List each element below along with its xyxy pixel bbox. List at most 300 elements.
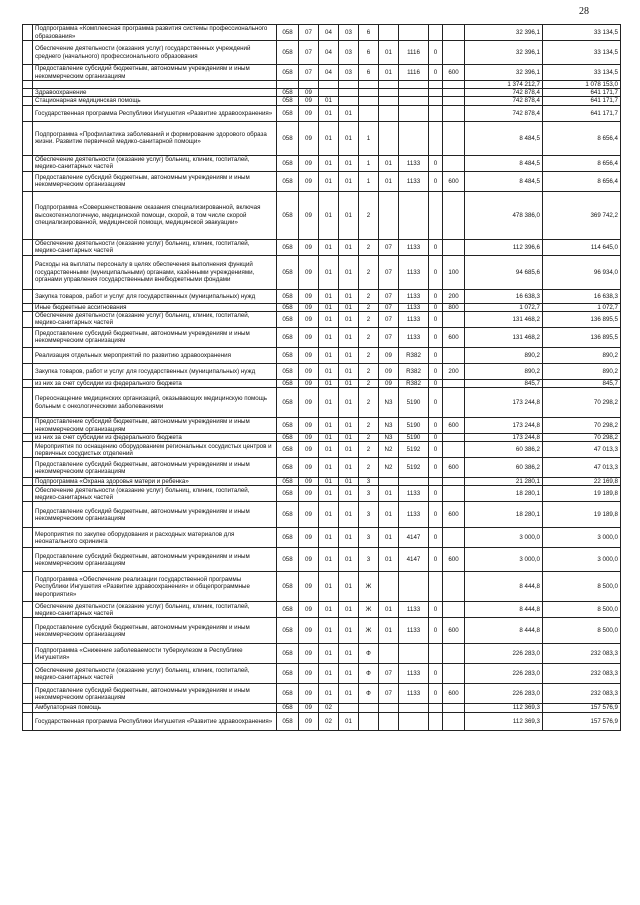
ministry-code: 058 (277, 363, 299, 379)
margin-cell (23, 644, 33, 664)
direction-code: 1133 (399, 289, 429, 303)
subprogram-code: 2 (359, 379, 379, 387)
subprogram-code: 1 (359, 121, 379, 155)
margin-cell (23, 65, 33, 81)
event-code: 01 (379, 602, 399, 618)
margin-cell (23, 486, 33, 502)
section-code: 09 (299, 572, 319, 602)
direction-code: 5192 (399, 458, 429, 478)
subsection-code: 01 (319, 255, 339, 289)
item-name: Предоставление субсидий бюджетным, автономным учреждениям и иным некоммерческим организациям (33, 171, 277, 191)
margin-cell (23, 81, 33, 89)
subsection-code: 01 (319, 191, 339, 239)
section-code: 09 (299, 388, 319, 418)
section-code: 09 (299, 502, 319, 528)
target-suffix-code: 0 (429, 363, 443, 379)
event-code: 01 (379, 528, 399, 548)
ministry-code: 058 (277, 89, 299, 97)
margin-cell (23, 155, 33, 171)
target-suffix-code (429, 644, 443, 664)
amount-year-1: 226 283,0 (465, 664, 543, 684)
event-code: 09 (379, 347, 399, 363)
amount-year-1: 131 468,2 (465, 311, 543, 327)
subsection-code: 01 (319, 664, 339, 684)
section-code: 09 (299, 418, 319, 434)
item-name: Предоставление субсидий бюджетным, автономным учреждениям и иным некоммерческим организациям (33, 684, 277, 704)
amount-year-2: 8 656,4 (543, 121, 621, 155)
program-code: 01 (339, 602, 359, 618)
margin-cell (23, 89, 33, 97)
subsection-code (319, 81, 339, 89)
margin-cell (23, 303, 33, 311)
table-row (23, 684, 621, 704)
event-code (379, 704, 399, 712)
section-code (299, 81, 319, 89)
amount-year-2: 16 638,3 (543, 289, 621, 303)
direction-code: 1133 (399, 664, 429, 684)
item-name: Мероприятия по закупке оборудования и расходных материалов для неонатального скрининга (33, 528, 277, 548)
subprogram-code: Ф (359, 684, 379, 704)
target-suffix-code (429, 25, 443, 41)
direction-code: R382 (399, 379, 429, 387)
amount-year-2: 157 576,9 (543, 704, 621, 712)
margin-cell (23, 105, 33, 121)
section-code: 07 (299, 65, 319, 81)
item-name: Подпрограмма «Обеспечение реализации государственной программы Республики Ингушетия «Развитие здравоохранения» и общепрограммные мероприятия» (33, 572, 277, 602)
amount-year-2: 114 645,0 (543, 239, 621, 255)
subprogram-code: 2 (359, 363, 379, 379)
amount-year-1: 32 396,1 (465, 41, 543, 65)
direction-code: 1133 (399, 239, 429, 255)
expense-type-code: 600 (443, 684, 465, 704)
section-code: 09 (299, 548, 319, 572)
subsection-code: 01 (319, 303, 339, 311)
margin-cell (23, 121, 33, 155)
amount-year-2: 47 013,3 (543, 458, 621, 478)
table-row (23, 388, 621, 418)
direction-code: R382 (399, 347, 429, 363)
program-code: 01 (339, 442, 359, 458)
program-code: 01 (339, 644, 359, 664)
table-row (23, 155, 621, 171)
subprogram-code (359, 105, 379, 121)
amount-year-1: 742 878,4 (465, 89, 543, 97)
table-row (23, 486, 621, 502)
subprogram-code: 2 (359, 434, 379, 442)
margin-cell (23, 548, 33, 572)
amount-year-2: 33 134,5 (543, 25, 621, 41)
expense-type-code (443, 572, 465, 602)
ministry-code: 058 (277, 171, 299, 191)
ministry-code: 058 (277, 684, 299, 704)
program-code: 01 (339, 388, 359, 418)
program-code: 01 (339, 478, 359, 486)
direction-code: 4147 (399, 548, 429, 572)
ministry-code: 058 (277, 712, 299, 730)
target-suffix-code: 0 (429, 602, 443, 618)
expense-type-code: 600 (443, 618, 465, 644)
amount-year-1: 173 244,8 (465, 434, 543, 442)
item-name: Предоставление субсидий бюджетным, автономным учреждениям и иным некоммерческим организациям (33, 327, 277, 347)
program-code: 01 (339, 105, 359, 121)
margin-cell (23, 602, 33, 618)
ministry-code: 058 (277, 644, 299, 664)
amount-year-1: 60 386,2 (465, 458, 543, 478)
section-code: 09 (299, 105, 319, 121)
ministry-code: 058 (277, 255, 299, 289)
amount-year-1: 8 484,5 (465, 171, 543, 191)
ministry-code: 058 (277, 434, 299, 442)
margin-cell (23, 684, 33, 704)
subprogram-code: 3 (359, 502, 379, 528)
expense-type-code (443, 311, 465, 327)
ministry-code: 058 (277, 303, 299, 311)
program-code: 01 (339, 618, 359, 644)
subsection-code: 02 (319, 712, 339, 730)
target-suffix-code (429, 81, 443, 89)
subsection-code: 04 (319, 25, 339, 41)
margin-cell (23, 618, 33, 644)
amount-year-1: 32 396,1 (465, 65, 543, 81)
direction-code: 1116 (399, 65, 429, 81)
amount-year-1: 890,2 (465, 363, 543, 379)
table-row (23, 458, 621, 478)
margin-cell (23, 664, 33, 684)
subprogram-code: 3 (359, 548, 379, 572)
target-suffix-code: 0 (429, 528, 443, 548)
ministry-code: 058 (277, 486, 299, 502)
direction-code: 1133 (399, 502, 429, 528)
amount-year-2: 1 072,7 (543, 303, 621, 311)
subprogram-code: 6 (359, 41, 379, 65)
subsection-code: 01 (319, 528, 339, 548)
amount-year-2: 8 656,4 (543, 155, 621, 171)
event-code: 01 (379, 41, 399, 65)
item-name: Иные бюджетные ассигнования (33, 303, 277, 311)
section-code: 09 (299, 664, 319, 684)
target-suffix-code (429, 191, 443, 239)
amount-year-1: 8 484,5 (465, 155, 543, 171)
target-suffix-code: 0 (429, 418, 443, 434)
expense-type-code (443, 602, 465, 618)
expense-type-code (443, 155, 465, 171)
direction-code: 1133 (399, 602, 429, 618)
event-code (379, 97, 399, 105)
section-code: 09 (299, 363, 319, 379)
subsection-code: 01 (319, 458, 339, 478)
item-name: Подпрограмма «Совершенствование оказания специализированной, включая высокотехнологичную, медицинской помощи, скорой, в том числе скорой специализированной, медицинской помощи, медицинской эвакуации» (33, 191, 277, 239)
item-name: Расходы на выплаты персоналу в целях обеспечения выполнения функций государственными (муниципальными) органами, казёнными учреждениями, органами управления государственными внебюджетными фондами (33, 255, 277, 289)
direction-code: 1133 (399, 486, 429, 502)
amount-year-1: 18 280,1 (465, 486, 543, 502)
target-suffix-code: 0 (429, 311, 443, 327)
subprogram-code (359, 704, 379, 712)
ministry-code: 058 (277, 548, 299, 572)
item-name (33, 81, 277, 89)
subsection-code: 01 (319, 171, 339, 191)
section-code: 09 (299, 486, 319, 502)
expense-type-code: 800 (443, 303, 465, 311)
section-code: 09 (299, 155, 319, 171)
subsection-code: 02 (319, 704, 339, 712)
subsection-code: 01 (319, 602, 339, 618)
expense-type-code (443, 379, 465, 387)
program-code: 01 (339, 255, 359, 289)
target-suffix-code: 0 (429, 171, 443, 191)
section-code: 09 (299, 255, 319, 289)
ministry-code: 058 (277, 97, 299, 105)
table-row (23, 65, 621, 81)
item-name: Подпрограмма «Комплексная программа развития системы профессионального образования» (33, 25, 277, 41)
target-suffix-code (429, 89, 443, 97)
margin-cell (23, 442, 33, 458)
ministry-code: 058 (277, 418, 299, 434)
program-code: 01 (339, 434, 359, 442)
subsection-code (319, 89, 339, 97)
amount-year-1: 8 444,8 (465, 602, 543, 618)
event-code: 07 (379, 311, 399, 327)
item-name: Амбулаторная помощь (33, 704, 277, 712)
target-suffix-code: 0 (429, 618, 443, 644)
subprogram-code: 2 (359, 458, 379, 478)
expense-type-code (443, 704, 465, 712)
section-code: 09 (299, 121, 319, 155)
target-suffix-code (429, 121, 443, 155)
section-code: 09 (299, 239, 319, 255)
amount-year-2: 47 013,3 (543, 442, 621, 458)
table-row (23, 311, 621, 327)
item-name: Предоставление субсидий бюджетным, автономным учреждениям и иным некоммерческим организациям (33, 618, 277, 644)
amount-year-1: 478 386,0 (465, 191, 543, 239)
direction-code: 1133 (399, 311, 429, 327)
subprogram-code: 2 (359, 255, 379, 289)
amount-year-2: 890,2 (543, 363, 621, 379)
subsection-code: 01 (319, 239, 339, 255)
margin-cell (23, 347, 33, 363)
amount-year-1: 32 396,1 (465, 25, 543, 41)
item-name: Подпрограмма «Охрана здоровья матери и ребенка» (33, 478, 277, 486)
section-code: 09 (299, 478, 319, 486)
section-code: 07 (299, 25, 319, 41)
section-code: 09 (299, 191, 319, 239)
expense-type-code (443, 41, 465, 65)
table-row (23, 442, 621, 458)
target-suffix-code: 0 (429, 502, 443, 528)
table-row (23, 171, 621, 191)
event-code: 01 (379, 618, 399, 644)
event-code: 07 (379, 664, 399, 684)
ministry-code: 058 (277, 41, 299, 65)
target-suffix-code: 0 (429, 255, 443, 289)
program-code: 01 (339, 303, 359, 311)
item-name: Обеспечение деятельности (оказание услуг) больниц, клиник, госпиталей, медико-санитарных частей (33, 239, 277, 255)
ministry-code: 058 (277, 289, 299, 303)
direction-code (399, 478, 429, 486)
table-row (23, 105, 621, 121)
target-suffix-code: 0 (429, 548, 443, 572)
subsection-code: 01 (319, 105, 339, 121)
target-suffix-code: 0 (429, 442, 443, 458)
table-row (23, 618, 621, 644)
expense-type-code: 600 (443, 418, 465, 434)
event-code: 07 (379, 255, 399, 289)
margin-cell (23, 239, 33, 255)
amount-year-1: 742 878,4 (465, 105, 543, 121)
margin-cell (23, 311, 33, 327)
program-code: 01 (339, 191, 359, 239)
target-suffix-code: 0 (429, 486, 443, 502)
target-suffix-code: 0 (429, 239, 443, 255)
margin-cell (23, 712, 33, 730)
subprogram-code (359, 81, 379, 89)
event-code: 01 (379, 486, 399, 502)
item-name: Государственная программа Республики Ингушетия «Развитие здравоохранения» (33, 105, 277, 121)
subsection-code: 01 (319, 548, 339, 572)
event-code: N3 (379, 388, 399, 418)
table-row (23, 81, 621, 89)
expense-type-code (443, 434, 465, 442)
subsection-code: 01 (319, 155, 339, 171)
program-code: 01 (339, 418, 359, 434)
event-code (379, 572, 399, 602)
table-row (23, 121, 621, 155)
item-name: Подпрограмма «Профилактика заболеваний и формирование здорового образа жизни. Развитие первичной медико-санитарной помощи» (33, 121, 277, 155)
amount-year-2: 1 078 153,0 (543, 81, 621, 89)
subsection-code: 04 (319, 65, 339, 81)
item-name: Переоснащение медицинских организаций, оказывающих медицинскую помощь больным с онкологическими заболеваниями (33, 388, 277, 418)
subprogram-code: 1 (359, 155, 379, 171)
margin-cell (23, 171, 33, 191)
direction-code (399, 712, 429, 730)
item-name: Обеспечение деятельности (оказание услуг) больниц, клиник, госпиталей, медико-санитарных частей (33, 311, 277, 327)
amount-year-1: 21 280,1 (465, 478, 543, 486)
item-name: Предоставление субсидий бюджетным, автономным учреждениям и иным некоммерческим организациям (33, 548, 277, 572)
direction-code: R382 (399, 363, 429, 379)
item-name: Обеспечение деятельности (оказания услуг) государственных учреждений среднего (начального) профессионального образования (33, 41, 277, 65)
table-row (23, 664, 621, 684)
event-code (379, 25, 399, 41)
table-row (23, 644, 621, 664)
target-suffix-code (429, 712, 443, 730)
subprogram-code: Ж (359, 618, 379, 644)
ministry-code: 058 (277, 528, 299, 548)
ministry-code: 058 (277, 25, 299, 41)
amount-year-2: 232 083,3 (543, 684, 621, 704)
event-code: 07 (379, 684, 399, 704)
table-row (23, 434, 621, 442)
subsection-code: 01 (319, 311, 339, 327)
program-code (339, 81, 359, 89)
amount-year-2: 70 298,2 (543, 388, 621, 418)
subsection-code: 01 (319, 347, 339, 363)
amount-year-1: 18 280,1 (465, 502, 543, 528)
margin-cell (23, 458, 33, 478)
page-number: 28 (579, 6, 589, 17)
event-code: N2 (379, 442, 399, 458)
expense-type-code (443, 25, 465, 41)
table-row (23, 239, 621, 255)
section-code: 09 (299, 327, 319, 347)
direction-code (399, 25, 429, 41)
ministry-code: 058 (277, 618, 299, 644)
ministry-code (277, 81, 299, 89)
section-code: 09 (299, 644, 319, 664)
item-name: Обеспечение деятельности (оказание услуг) больниц, клиник, госпиталей, медико-санитарных частей (33, 486, 277, 502)
amount-year-2: 232 083,3 (543, 664, 621, 684)
table-row (23, 255, 621, 289)
direction-code: 5190 (399, 418, 429, 434)
program-code: 01 (339, 171, 359, 191)
subprogram-code: 2 (359, 442, 379, 458)
target-suffix-code: 0 (429, 664, 443, 684)
table-row (23, 25, 621, 41)
item-name: Подпрограмма «Снижение заболеваемости туберкулезом в Республике Ингушетия» (33, 644, 277, 664)
target-suffix-code (429, 572, 443, 602)
amount-year-2: 136 895,5 (543, 327, 621, 347)
target-suffix-code: 0 (429, 388, 443, 418)
target-suffix-code: 0 (429, 684, 443, 704)
margin-cell (23, 572, 33, 602)
amount-year-2: 19 189,8 (543, 486, 621, 502)
margin-cell (23, 379, 33, 387)
subsection-code: 01 (319, 618, 339, 644)
table-row (23, 327, 621, 347)
item-name: Предоставление субсидий бюджетным, автономным учреждениям и иным некоммерческим организациям (33, 418, 277, 434)
event-code: 01 (379, 548, 399, 572)
expense-type-code (443, 478, 465, 486)
amount-year-1: 845,7 (465, 379, 543, 387)
section-code: 09 (299, 602, 319, 618)
subsection-code: 01 (319, 478, 339, 486)
section-code: 09 (299, 97, 319, 105)
amount-year-2: 70 298,2 (543, 418, 621, 434)
direction-code (399, 191, 429, 239)
target-suffix-code: 0 (429, 65, 443, 81)
event-code: 07 (379, 327, 399, 347)
expense-type-code (443, 644, 465, 664)
table-row (23, 289, 621, 303)
ministry-code: 058 (277, 155, 299, 171)
target-suffix-code: 0 (429, 379, 443, 387)
program-code: 01 (339, 239, 359, 255)
amount-year-2: 890,2 (543, 347, 621, 363)
target-suffix-code: 0 (429, 347, 443, 363)
amount-year-2: 136 895,5 (543, 311, 621, 327)
event-code (379, 191, 399, 239)
expense-type-code (443, 712, 465, 730)
event-code: 01 (379, 502, 399, 528)
event-code: N2 (379, 458, 399, 478)
program-code (339, 704, 359, 712)
subprogram-code (359, 97, 379, 105)
direction-code: 5190 (399, 434, 429, 442)
subsection-code: 01 (319, 418, 339, 434)
amount-year-1: 60 386,2 (465, 442, 543, 458)
table-row (23, 704, 621, 712)
ministry-code: 058 (277, 121, 299, 155)
section-code: 09 (299, 704, 319, 712)
direction-code: 1133 (399, 303, 429, 311)
margin-cell (23, 289, 33, 303)
subprogram-code: 2 (359, 303, 379, 311)
subprogram-code: 2 (359, 289, 379, 303)
program-code: 01 (339, 712, 359, 730)
margin-cell (23, 528, 33, 548)
program-code: 03 (339, 25, 359, 41)
margin-cell (23, 704, 33, 712)
expense-type-code (443, 191, 465, 239)
item-name: Стационарная медицинская помощь (33, 97, 277, 105)
